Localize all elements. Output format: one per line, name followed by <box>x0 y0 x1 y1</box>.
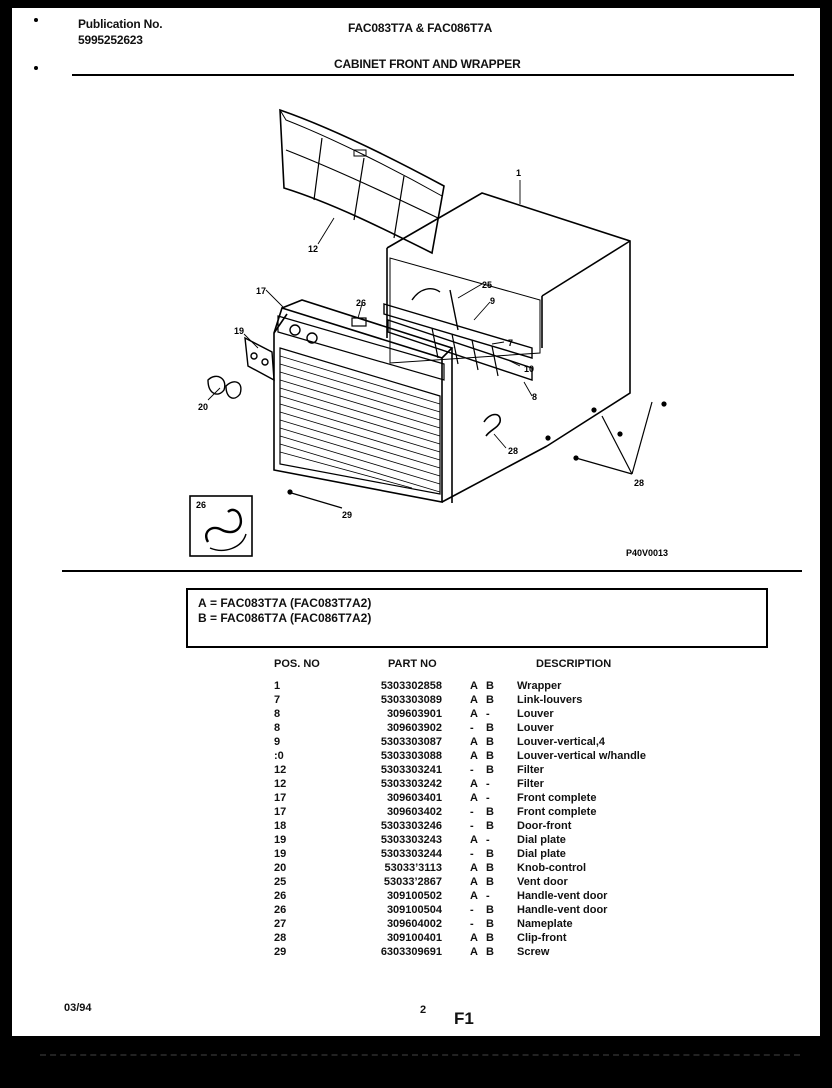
table-row: :0 5303303088 A B Louver-vertical w/handle <box>274 750 646 762</box>
model-numbers: FAC083T7A & FAC086T7A <box>348 21 493 35</box>
table-row: 20 53033’3113 A B Knob-control <box>274 862 587 874</box>
table-row: 25 53033’2867 A B Vent door <box>274 876 568 888</box>
col-header-part: PART NO <box>388 658 437 670</box>
callout-label: 10 <box>524 364 535 374</box>
callout-label: 26 <box>196 500 207 510</box>
callout-label: 28 <box>508 446 519 456</box>
diagram-ref-code: P40V0013 <box>626 548 669 558</box>
table-row: 8 309603902 - B Louver <box>274 722 554 734</box>
callout-label: 19 <box>234 326 245 336</box>
col-header-pos: POS. NO <box>274 658 320 670</box>
table-row: 9 5303303087 A B Louver-vertical,4 <box>274 736 606 748</box>
exploded-parts-diagram <box>12 8 820 568</box>
col-header-description: DESCRIPTION <box>536 658 612 670</box>
table-row: 12 5303303241 - B Filter <box>274 764 544 776</box>
table-row: 26 309100504 - B Handle-vent door <box>274 904 608 916</box>
footer-date: 03/94 <box>64 1002 92 1014</box>
document-page <box>12 8 820 1036</box>
footer-page-number: 2 <box>420 1004 427 1016</box>
table-row: 17 309603401 A - Front complete <box>274 792 597 804</box>
table-row: 1 5303302858 A B Wrapper <box>274 680 562 692</box>
table-row: 29 6303309691 A B Screw <box>274 946 550 958</box>
callout-label: 20 <box>198 402 209 412</box>
model-legend <box>186 588 768 648</box>
table-row: 7 5303303089 A B Link-louvers <box>274 694 583 706</box>
scan-edge-strip <box>40 1042 800 1056</box>
diagram-rule <box>62 570 802 572</box>
callout-label: 1 <box>516 168 522 178</box>
callout-label: 9 <box>490 296 496 306</box>
callout-label: 25 <box>482 280 493 290</box>
publication-number: 5995252623 <box>78 33 143 47</box>
section-title: CABINET FRONT AND WRAPPER <box>334 57 521 71</box>
callout-label: 29 <box>342 510 353 520</box>
table-row: 19 5303303244 - B Dial plate <box>274 848 566 860</box>
legend-entry-a: A = FAC083T7A (FAC083T7A2) <box>198 596 372 610</box>
publication-label: Publication No. <box>78 17 163 31</box>
table-row: 12 5303303242 A - Filter <box>274 778 544 790</box>
table-row: 19 5303303243 A - Dial plate <box>274 834 566 846</box>
legend-entry-b: B = FAC086T7A (FAC086T7A2) <box>198 611 372 625</box>
table-row: 28 309100401 A B Clip-front <box>274 932 567 944</box>
callout-label: 12 <box>308 244 319 254</box>
callout-label: 8 <box>532 392 538 402</box>
scan-bottom-band <box>0 1036 832 1088</box>
table-row: 18 5303303246 - B Door-front <box>274 820 572 832</box>
table-row: 26 309100502 A - Handle-vent door <box>274 890 608 902</box>
callout-label: 7 <box>508 338 514 348</box>
callout-label: 28 <box>634 478 645 488</box>
footer-tab-label: F1 <box>454 1009 474 1028</box>
table-row: 17 309603402 - B Front complete <box>274 806 597 818</box>
callout-label: 26 <box>356 298 367 308</box>
table-row: 8 309603901 A - Louver <box>274 708 554 720</box>
table-row: 27 309604002 - B Nameplate <box>274 918 573 930</box>
callout-label: 17 <box>256 286 267 296</box>
